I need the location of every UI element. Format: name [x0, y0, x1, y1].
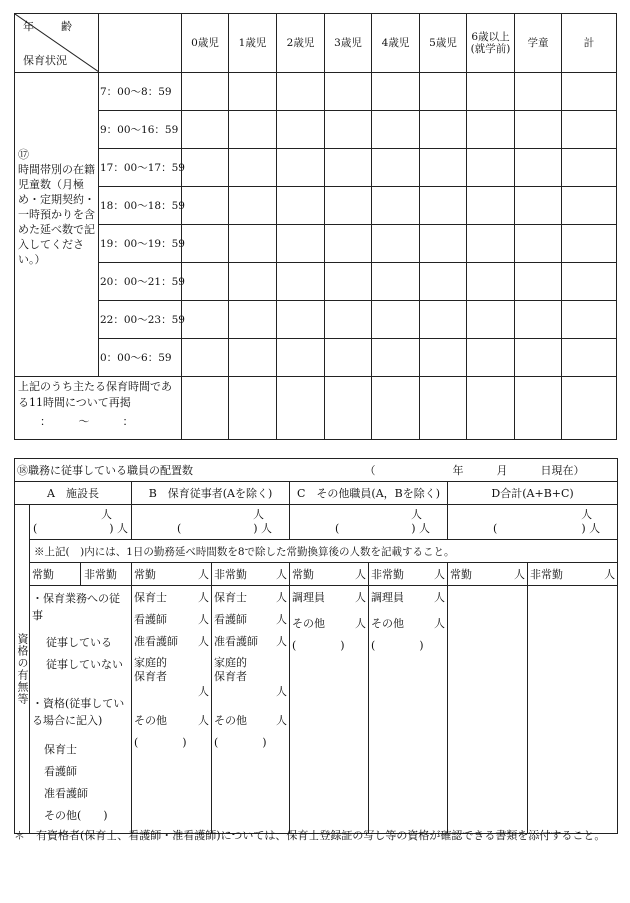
input-cell[interactable]: [420, 339, 467, 377]
input-cell[interactable]: [467, 187, 515, 225]
input-cell[interactable]: [229, 187, 277, 225]
input-cell[interactable]: [515, 187, 562, 225]
time-slot-label: 7：00〜8：59: [99, 73, 182, 111]
blank-header-cell: [99, 14, 182, 73]
input-cell[interactable]: [420, 149, 467, 187]
col-age-1: 1歳児: [229, 14, 277, 73]
count-c[interactable]: 人 ( ) 人: [290, 505, 448, 540]
input-cell[interactable]: [420, 111, 467, 149]
input-cell[interactable]: [372, 263, 420, 301]
a-qual-kangoshi[interactable]: 看護師: [44, 765, 77, 778]
col-age-2: 2歳児: [277, 14, 325, 73]
input-cell[interactable]: [372, 225, 420, 263]
a-fulltime-header: 常勤: [30, 563, 81, 586]
input-cell[interactable]: [229, 225, 277, 263]
input-cell[interactable]: [229, 339, 277, 377]
input-cell[interactable]: [182, 73, 229, 111]
input-cell[interactable]: [515, 149, 562, 187]
input-cell[interactable]: [182, 225, 229, 263]
b-fulltime-details[interactable]: 保育士 人 看護師 人 准看護師 人 家庭的 保育者 人 その他 人 ( ): [132, 586, 212, 834]
staff-title: ⑱職務に従事している職員の配置数: [17, 464, 193, 477]
d-fulltime-header: 常勤 人: [448, 563, 528, 586]
time-slot-enrollment-table: [14, 13, 617, 440]
c-fulltime-details[interactable]: 調理員 人 その他 人 ( ): [290, 586, 369, 834]
summary-row-label: [15, 377, 182, 440]
d-parttime-details[interactable]: [528, 586, 618, 834]
input-cell[interactable]: [372, 111, 420, 149]
input-cell[interactable]: [420, 301, 467, 339]
input-cell[interactable]: [182, 111, 229, 149]
c-fulltime-header: 常勤 人: [290, 563, 369, 586]
input-cell[interactable]: [277, 225, 325, 263]
input-cell[interactable]: [325, 111, 372, 149]
a-engaged-no[interactable]: 従事していない: [46, 658, 123, 671]
enrollment-side-label: ⑰ 時間帯別の在籍児童数（月極め・定期契約・一時預かりを含めた延べ数で記入してください。）: [15, 73, 99, 377]
summary-label: 上記のうち主たる保育時間である11時間について再掲: [18, 380, 172, 409]
input-cell[interactable]: [325, 263, 372, 301]
input-cell[interactable]: [277, 263, 325, 301]
col-age-0: 0歳児: [182, 14, 229, 73]
input-cell[interactable]: [325, 301, 372, 339]
input-cell[interactable]: [372, 377, 420, 440]
time-slot-label: 22：00〜23：59: [99, 301, 182, 339]
input-cell[interactable]: [562, 73, 617, 111]
group-b-header: B 保育従事者(Aを除く): [132, 482, 290, 505]
input-cell[interactable]: [420, 187, 467, 225]
input-cell[interactable]: [229, 377, 277, 440]
input-cell[interactable]: [229, 149, 277, 187]
input-cell[interactable]: [372, 149, 420, 187]
input-cell[interactable]: [372, 73, 420, 111]
input-cell[interactable]: [515, 339, 562, 377]
time-slot-label: 18：00〜18：59: [99, 187, 182, 225]
group-d-header: D合計(A+B+C): [448, 482, 618, 505]
input-cell[interactable]: [562, 339, 617, 377]
input-cell[interactable]: [182, 339, 229, 377]
footnote-text: 有資格者(保育士、看護師・准看護師)については、保育士登録証の写し等の資格が確認できる書類を添付すること。: [36, 829, 606, 842]
input-cell[interactable]: [515, 111, 562, 149]
input-cell[interactable]: [420, 263, 467, 301]
col-age-4: 4歳児: [372, 14, 420, 73]
c-parttime-details[interactable]: 調理員 人 その他 人 ( ): [369, 586, 448, 834]
col-age-6plus: 6歳以上 (就学前): [467, 14, 515, 73]
input-cell[interactable]: [562, 111, 617, 149]
input-cell[interactable]: [515, 377, 562, 440]
input-cell[interactable]: [467, 73, 515, 111]
summary-time-range[interactable]: ： 〜 ：: [40, 415, 134, 428]
input-cell[interactable]: [182, 301, 229, 339]
input-cell[interactable]: [182, 187, 229, 225]
input-cell[interactable]: [467, 111, 515, 149]
input-cell[interactable]: [420, 377, 467, 440]
count-d[interactable]: 人 ( ) 人: [448, 505, 618, 540]
input-cell[interactable]: [372, 301, 420, 339]
input-cell[interactable]: [467, 149, 515, 187]
a-engaged-label: ・保育業務への従事: [32, 592, 120, 622]
time-slot-label: 0：00〜6：59: [99, 339, 182, 377]
input-cell[interactable]: [467, 263, 515, 301]
staff-allocation-table: [14, 458, 618, 834]
a-qual-hoikushi[interactable]: 保育士: [44, 743, 77, 756]
input-cell[interactable]: [325, 377, 372, 440]
count-a[interactable]: 人 ( ) 人: [30, 505, 132, 540]
input-cell[interactable]: [420, 225, 467, 263]
b-parttime-header: 非常勤 人: [212, 563, 290, 586]
input-cell[interactable]: [277, 73, 325, 111]
input-cell[interactable]: [515, 225, 562, 263]
input-cell[interactable]: [467, 225, 515, 263]
c-parttime-header: 非常勤 人: [369, 563, 448, 586]
input-cell[interactable]: [229, 263, 277, 301]
footnote: [14, 827, 614, 845]
input-cell[interactable]: [372, 187, 420, 225]
input-cell[interactable]: [515, 263, 562, 301]
input-cell[interactable]: [277, 111, 325, 149]
input-cell[interactable]: [562, 301, 617, 339]
qualification-vertical-label: [15, 505, 30, 834]
col-age-3: 3歳児: [325, 14, 372, 73]
input-cell[interactable]: [325, 225, 372, 263]
diagonal-header-cell: [15, 14, 99, 73]
age-header-label: 年 齢: [23, 20, 80, 33]
input-cell[interactable]: [467, 301, 515, 339]
input-cell[interactable]: [562, 263, 617, 301]
input-cell[interactable]: [467, 339, 515, 377]
status-header-label: 保育状況: [23, 54, 67, 67]
input-cell[interactable]: [277, 301, 325, 339]
input-cell[interactable]: [372, 339, 420, 377]
input-cell[interactable]: [277, 149, 325, 187]
input-cell[interactable]: [515, 73, 562, 111]
input-cell[interactable]: [182, 377, 229, 440]
input-cell[interactable]: [229, 111, 277, 149]
time-slot-label: 17：00〜17：59: [99, 149, 182, 187]
b-parttime-details[interactable]: 保育士 人 看護師 人 准看護師 人 家庭的 保育者 人 その他 人 ( ): [212, 586, 290, 834]
d-fulltime-details[interactable]: [448, 586, 528, 834]
input-cell[interactable]: [325, 187, 372, 225]
a-qual-label: ・資格(従事している場合に記入): [32, 697, 125, 727]
a-qual-jun[interactable]: 准看護師: [44, 787, 88, 800]
input-cell[interactable]: [515, 301, 562, 339]
col-age-5: 5歳児: [420, 14, 467, 73]
group-c-header: C その他職員(A，Bを除く): [290, 482, 448, 505]
input-cell[interactable]: [325, 149, 372, 187]
input-cell[interactable]: [182, 149, 229, 187]
input-cell[interactable]: [562, 149, 617, 187]
a-parttime-header: 非常勤: [81, 563, 132, 586]
input-cell[interactable]: [562, 377, 617, 440]
count-b[interactable]: 人 ( ) 人: [132, 505, 290, 540]
input-cell[interactable]: [420, 73, 467, 111]
qualification-label: 資格の有無等: [16, 633, 29, 705]
a-engaged-yes[interactable]: 従事している: [46, 636, 112, 649]
a-qual-other[interactable]: その他( ): [44, 809, 108, 822]
time-slot-label: 20：00〜21：59: [99, 263, 182, 301]
input-cell[interactable]: [277, 187, 325, 225]
input-cell[interactable]: [229, 301, 277, 339]
time-slot-label: 9：00〜16：59: [99, 111, 182, 149]
col-total: 計: [562, 14, 617, 73]
as-of-date[interactable]: （ 年 月 日現在）: [364, 464, 585, 477]
input-cell[interactable]: [277, 377, 325, 440]
input-cell[interactable]: [562, 225, 617, 263]
input-cell[interactable]: [229, 73, 277, 111]
col-school-age: 学童: [515, 14, 562, 73]
b-fulltime-header: 常勤 人: [132, 563, 212, 586]
footnote-mark: ＊: [14, 829, 25, 842]
input-cell[interactable]: [562, 187, 617, 225]
group-a-header: A 施設長: [15, 482, 132, 505]
staff-title-row: [15, 459, 618, 482]
input-cell[interactable]: [325, 73, 372, 111]
a-details-cell: [30, 586, 132, 834]
input-cell[interactable]: [325, 339, 372, 377]
input-cell[interactable]: [277, 339, 325, 377]
time-slot-label: 19：00〜19：59: [99, 225, 182, 263]
conversion-note: ※上記( )内には、1日の勤務延べ時間数を8で除した常勤換算後の人数を記載すること。: [30, 540, 618, 563]
input-cell[interactable]: [182, 263, 229, 301]
d-parttime-header: 非常勤 人: [528, 563, 618, 586]
input-cell[interactable]: [467, 377, 515, 440]
